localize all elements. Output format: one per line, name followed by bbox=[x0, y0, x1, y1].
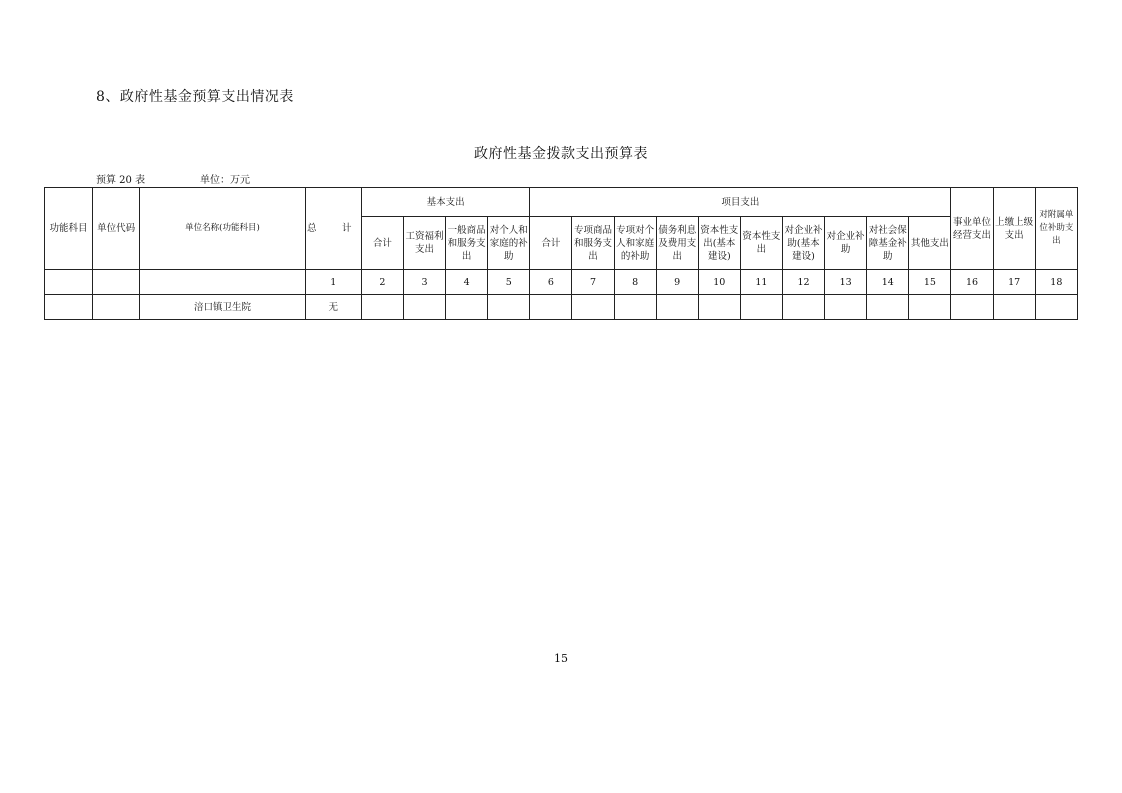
row-unit-name: 涪口镇卫生院 bbox=[140, 295, 305, 320]
header-unit-code: 单位代码 bbox=[93, 188, 140, 270]
header-project-capital-build: 资本性支出(基本建设) bbox=[698, 217, 740, 270]
number-cell: 3 bbox=[403, 270, 445, 295]
number-cell: 11 bbox=[740, 270, 782, 295]
table-unit: 单位：万元 bbox=[200, 175, 250, 186]
header-public: 事业单位经营支出 bbox=[951, 188, 993, 270]
header-basic-wage: 工资福利支出 bbox=[403, 217, 445, 270]
number-row bbox=[45, 270, 1078, 295]
header-project-total: 合计 bbox=[530, 217, 572, 270]
number-cell: 2 bbox=[361, 270, 403, 295]
number-cell: 17 bbox=[993, 270, 1035, 295]
number-cell: 4 bbox=[446, 270, 488, 295]
header-project-enterprise-build: 对企业补助(基本建设) bbox=[782, 217, 824, 270]
row-cell-empty bbox=[656, 295, 698, 320]
row-cell-empty bbox=[403, 295, 445, 320]
number-cell: 10 bbox=[698, 270, 740, 295]
header-project-other: 其他支出 bbox=[909, 217, 951, 270]
row-cell-empty bbox=[1035, 295, 1077, 320]
row-cell-empty bbox=[361, 295, 403, 320]
number-cell: 18 bbox=[1035, 270, 1077, 295]
number-cell-empty bbox=[140, 270, 305, 295]
table-row bbox=[45, 295, 1078, 320]
header-upper: 上缴上级支出 bbox=[993, 188, 1035, 270]
row-cell-empty bbox=[993, 295, 1035, 320]
header-basic-total: 合计 bbox=[361, 217, 403, 270]
row-cell-empty bbox=[572, 295, 614, 320]
header-function: 功能科目 bbox=[45, 188, 93, 270]
number-cell: 6 bbox=[530, 270, 572, 295]
row-cell-empty bbox=[909, 295, 951, 320]
number-cell: 15 bbox=[909, 270, 951, 295]
header-project-personal: 专项对个人和家庭的补助 bbox=[614, 217, 656, 270]
header-project-enterprise: 对企业补助 bbox=[825, 217, 867, 270]
row-cell-empty bbox=[740, 295, 782, 320]
number-cell: 5 bbox=[488, 270, 530, 295]
number-cell: 8 bbox=[614, 270, 656, 295]
page-number: 15 bbox=[554, 652, 568, 665]
header-project-social: 对社会保障基金补助 bbox=[867, 217, 909, 270]
header-project-capital: 资本性支出 bbox=[740, 217, 782, 270]
number-cell: 16 bbox=[951, 270, 993, 295]
row-cell-empty bbox=[782, 295, 824, 320]
header-row-top bbox=[45, 188, 1078, 217]
number-cell: 12 bbox=[782, 270, 824, 295]
number-cell: 14 bbox=[867, 270, 909, 295]
header-group-basic: 基本支出 bbox=[361, 188, 529, 217]
header-unit-name: 单位名称(功能科目) bbox=[140, 188, 305, 270]
number-cell: 9 bbox=[656, 270, 698, 295]
budget-table bbox=[44, 187, 1078, 320]
number-cell: 13 bbox=[825, 270, 867, 295]
row-unit-code bbox=[93, 295, 140, 320]
header-basic-personal: 对个人和家庭的补助 bbox=[488, 217, 530, 270]
table-code: 预算 20 表 bbox=[96, 175, 146, 186]
row-function bbox=[45, 295, 93, 320]
row-cell-empty bbox=[446, 295, 488, 320]
row-cell-empty bbox=[614, 295, 656, 320]
header-group-project: 项目支出 bbox=[530, 188, 951, 217]
header-project-goods: 专项商品和服务支出 bbox=[572, 217, 614, 270]
header-basic-goods: 一般商品和服务支出 bbox=[446, 217, 488, 270]
row-cell-empty bbox=[867, 295, 909, 320]
row-cell-empty bbox=[825, 295, 867, 320]
table-title: 政府性基金拨款支出预算表 bbox=[474, 146, 648, 162]
number-cell: 7 bbox=[572, 270, 614, 295]
row-cell-empty bbox=[488, 295, 530, 320]
header-total: 总 计 bbox=[305, 188, 361, 270]
header-project-debt: 债务利息及费用支出 bbox=[656, 217, 698, 270]
section-heading: 8、政府性基金预算支出情况表 bbox=[96, 89, 294, 105]
row-total: 无 bbox=[305, 295, 361, 320]
row-cell-empty bbox=[530, 295, 572, 320]
number-cell-empty bbox=[93, 270, 140, 295]
row-cell-empty bbox=[951, 295, 993, 320]
number-cell-empty bbox=[45, 270, 93, 295]
number-cell: 1 bbox=[305, 270, 361, 295]
header-affiliated: 对附属单位补助支出 bbox=[1035, 188, 1077, 270]
row-cell-empty bbox=[698, 295, 740, 320]
